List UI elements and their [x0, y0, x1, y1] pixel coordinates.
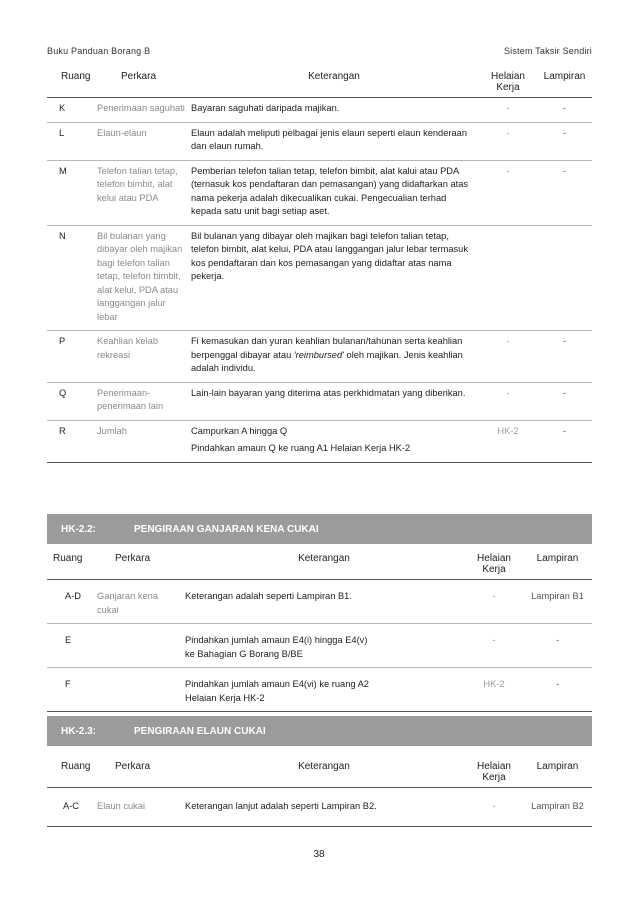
cell-helaian: -: [465, 580, 523, 624]
cell-keterangan: Lain-lain bayaran yang diterima atas perkhidmatan yang diberikan.: [189, 382, 479, 420]
cell-perkara: Keahlian kelab rekreasi: [95, 331, 189, 383]
cell-ruang: Q: [47, 382, 95, 420]
header-system-title: Sistem Taksir Sendiri: [503, 46, 592, 56]
cell-lampiran: -: [537, 420, 592, 462]
table-header-row: [47, 757, 592, 788]
keterangan-emphasis: 'reimbursed': [293, 349, 344, 360]
col-header-helaian: Helaian Kerja: [479, 67, 537, 98]
cell-helaian: -: [479, 98, 537, 123]
cell-lampiran: Lampiran B2: [523, 788, 592, 827]
cell-helaian: HK-2: [479, 420, 537, 462]
cell-lampiran: -: [523, 668, 592, 712]
section-title: PENGIRAAN ELAUN CUKAI: [134, 726, 266, 737]
table-elaun: [47, 757, 592, 827]
cell-perkara: Ganjaran kena cukai: [95, 580, 183, 624]
col-header-keterangan: Keterangan: [183, 757, 465, 788]
cell-ruang: L: [47, 122, 95, 160]
col-header-ruang: Ruang: [47, 549, 95, 580]
section-code: HK-2.3:: [61, 726, 97, 737]
cell-lampiran: -: [537, 122, 592, 160]
cell-perkara: Elaun-elaun: [95, 122, 189, 160]
table-row: [47, 122, 592, 160]
cell-ruang: P: [47, 331, 95, 383]
table-row: [47, 420, 592, 462]
cell-keterangan: Elaun adalah meliputi pelbagai jenis elaun seperti elaun kenderaan dan elaun rumah.: [189, 122, 479, 160]
cell-helaian: [479, 225, 537, 331]
keterangan-line: Pindahkan jumlah amaun E4(i) hingga E4(v): [185, 635, 368, 645]
cell-helaian: -: [465, 624, 523, 668]
section-title: PENGIRAAN GANJARAN KENA CUKAI: [134, 524, 319, 535]
col-header-perkara: Perkara: [95, 67, 189, 98]
cell-ruang: N: [47, 225, 95, 331]
cell-perkara: [95, 624, 183, 668]
col-header-lampiran: Lampiran: [537, 67, 592, 98]
table-row: [47, 98, 592, 123]
table-row: [47, 788, 592, 827]
keterangan-text: oleh majikan. Jenis keahlian adalah individu.: [191, 349, 463, 373]
cell-ruang: A-D: [47, 580, 95, 624]
col-header-perkara: Perkara: [95, 757, 183, 788]
page-number: 38: [313, 849, 325, 860]
table-row: [47, 580, 592, 624]
cell-lampiran: -: [537, 331, 592, 383]
cell-keterangan: [183, 624, 465, 668]
table-row: [47, 624, 592, 668]
cell-lampiran: -: [537, 382, 592, 420]
cell-ruang: A-C: [47, 788, 95, 827]
cell-helaian: -: [479, 160, 537, 225]
cell-helaian: -: [465, 788, 523, 827]
col-header-helaian: Helaian Kerja: [465, 549, 523, 580]
col-header-lampiran: Lampiran: [523, 757, 592, 788]
keterangan-line: Pindahkan jumlah amaun E4(vi) ke ruang A2: [185, 679, 369, 689]
col-header-ruang: Ruang: [47, 67, 95, 98]
cell-lampiran: -: [537, 160, 592, 225]
keterangan-line: ke Bahagian G Borang B/BE: [185, 648, 303, 659]
table-row: [47, 331, 592, 383]
cell-perkara: Jumlah: [95, 420, 189, 462]
cell-keterangan: Keterangan lanjut adalah seperti Lampiran B2.: [183, 788, 465, 827]
keterangan-text: Fi kemasukan dan yuran keahlian bulanan/tahunan serta keahlian berpenggal dibayar atau: [191, 336, 463, 360]
table-main: [47, 67, 592, 463]
table-row: [47, 160, 592, 225]
cell-perkara: Telefon talian tetap, telefon bimbit, alat kelui atau PDA: [95, 160, 189, 225]
cell-keterangan: [189, 420, 479, 462]
cell-perkara: Penerimaan saguhati: [95, 98, 189, 123]
cell-lampiran: -: [537, 98, 592, 123]
cell-keterangan: Bil bulanan yang dibayar oleh majikan bagi telefon talian tetap, telefon bimbit, alat kelui, PDA atau langgangan jalur lebar termasuk kos pendaftaran dan kos pemasangan yang didaftar atas nama pekerja.: [189, 225, 479, 331]
keterangan-line: Pindahkan amaun Q ke ruang A1 Helaian Kerja HK-2: [191, 443, 411, 453]
section-code: HK-2.2:: [61, 524, 97, 535]
cell-perkara: Elaun cukai: [95, 788, 183, 827]
cell-helaian: -: [479, 382, 537, 420]
col-header-lampiran: Lampiran: [523, 549, 592, 580]
cell-ruang: R: [47, 420, 95, 462]
table-row: [47, 382, 592, 420]
cell-perkara: [95, 668, 183, 712]
cell-ruang: K: [47, 98, 95, 123]
table-row: [47, 225, 592, 331]
section-heading-hk-2-3: [47, 716, 592, 746]
keterangan-line: Campurkan A hingga Q: [191, 425, 288, 436]
cell-perkara: Bil bulanan yang dibayar oleh majikan bagi telefon talian tetap, telefon bimbit, alat kelui, PDA atau langgangan jalur lebar: [95, 225, 189, 331]
col-header-ruang: Ruang: [47, 757, 95, 788]
section-heading-hk-2-2: [47, 514, 592, 544]
cell-perkara: Penerimaan-penerimaan lain: [95, 382, 189, 420]
cell-ruang: E: [47, 624, 95, 668]
cell-ruang: M: [47, 160, 95, 225]
col-header-keterangan: Keterangan: [183, 549, 465, 580]
cell-keterangan: [183, 668, 465, 712]
cell-helaian: HK-2: [465, 668, 523, 712]
col-header-perkara: Perkara: [95, 549, 183, 580]
cell-lampiran: -: [523, 624, 592, 668]
header-document-title: Buku Panduan Borang B: [47, 46, 151, 56]
keterangan-line: Helaian Kerja HK-2: [185, 692, 265, 703]
table-header-row: [47, 67, 592, 98]
table-header-row: [47, 549, 592, 580]
col-header-keterangan: Keterangan: [189, 67, 479, 98]
cell-helaian: -: [479, 331, 537, 383]
cell-lampiran: [537, 225, 592, 331]
cell-lampiran: Lampiran B1: [523, 580, 592, 624]
table-ganjaran: [47, 549, 592, 712]
cell-keterangan: Bayaran saguhati daripada majikan.: [189, 98, 479, 123]
table-row: [47, 668, 592, 712]
cell-keterangan: [189, 331, 479, 383]
cell-keterangan: Keterangan adalah seperti Lampiran B1.: [183, 580, 465, 624]
cell-ruang: F: [47, 668, 95, 712]
cell-keterangan: Pemberian telefon talian tetap, telefon bimbit, alat kalui atau PDA (ternasuk kos pendaftaran dan pemasangan) yang didaftarkan atas nama pekerja adalah dikecualikan cukai. Pengecualian terhad kepada satu unit bagi setiap aset.: [189, 160, 479, 225]
col-header-helaian: Helaian Kerja: [465, 757, 523, 788]
cell-helaian: -: [479, 122, 537, 160]
